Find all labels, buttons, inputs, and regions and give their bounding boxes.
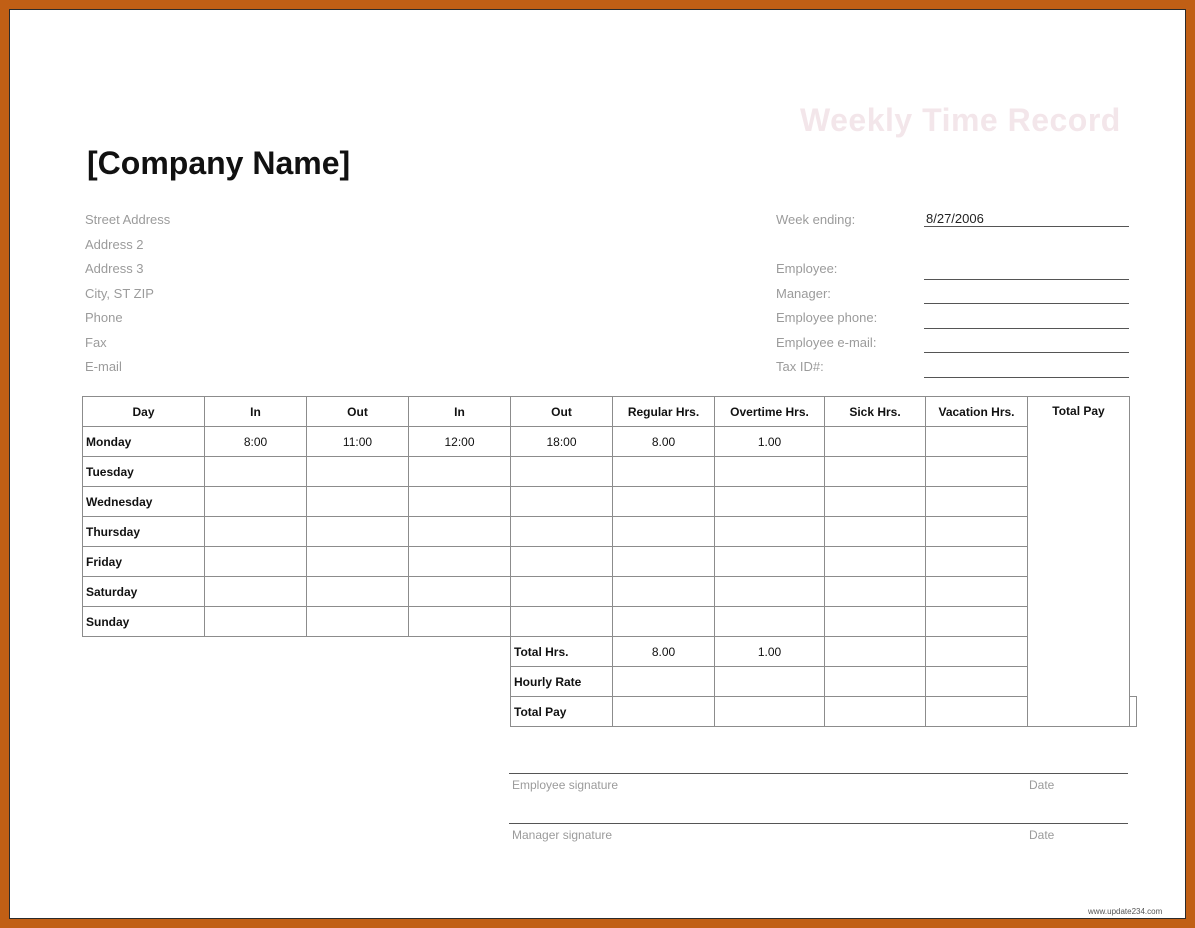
company-phone: Phone: [85, 310, 123, 325]
street-address: Street Address: [85, 212, 171, 227]
col-header-out-1: Out: [307, 397, 409, 427]
in-1-cell[interactable]: [205, 487, 307, 517]
out-2-cell[interactable]: [511, 517, 613, 547]
employee-signature-line[interactable]: [509, 773, 1128, 774]
vacation-hrs-cell[interactable]: [926, 577, 1028, 607]
total-vacation-hrs: [926, 637, 1028, 667]
regular-hrs-cell[interactable]: 8.00: [613, 427, 715, 457]
sick-hrs-cell[interactable]: [825, 547, 926, 577]
hourly-rate-row: [83, 667, 1137, 697]
week-ending-label: Week ending:: [776, 212, 856, 227]
table-row: [83, 607, 1137, 637]
manager-signature-label: Manager signature: [512, 828, 613, 842]
in-1-cell[interactable]: [205, 607, 307, 637]
pay-sick: [825, 697, 926, 727]
table-row: [83, 487, 1137, 517]
document-title: Weekly Time Record: [800, 102, 1121, 138]
in-2-cell[interactable]: [409, 487, 511, 517]
sick-hrs-cell[interactable]: [825, 487, 926, 517]
regular-hrs-cell[interactable]: [613, 577, 715, 607]
day-label: Monday: [83, 427, 205, 457]
out-1-cell[interactable]: 11:00: [307, 427, 409, 457]
employee-field[interactable]: [924, 265, 1129, 280]
out-2-cell[interactable]: [511, 577, 613, 607]
company-name: [Company Name]: [87, 145, 351, 181]
day-label: Wednesday: [83, 487, 205, 517]
in-1-cell[interactable]: [205, 457, 307, 487]
in-2-cell[interactable]: [409, 517, 511, 547]
pay-overtime: [715, 697, 825, 727]
employee-email-field[interactable]: [924, 338, 1129, 353]
address-3: Address 3: [85, 261, 144, 276]
sick-hrs-cell[interactable]: [825, 457, 926, 487]
company-fax: Fax: [85, 335, 107, 350]
sick-hrs-cell[interactable]: [825, 427, 926, 457]
day-label: Saturday: [83, 577, 205, 607]
overtime-hrs-cell[interactable]: [715, 607, 825, 637]
total-overtime-hrs: 1.00: [715, 637, 825, 667]
total-pay-label: Total Pay: [511, 697, 613, 727]
manager-label: Manager:: [776, 286, 831, 301]
pay-vacation: [926, 697, 1028, 727]
col-header-out-2: Out: [511, 397, 613, 427]
out-2-cell[interactable]: [511, 607, 613, 637]
out-1-cell[interactable]: [307, 607, 409, 637]
overtime-hrs-cell[interactable]: 1.00: [715, 427, 825, 457]
rate-vacation[interactable]: [926, 667, 1028, 697]
rate-sick[interactable]: [825, 667, 926, 697]
overtime-hrs-cell[interactable]: [715, 457, 825, 487]
rate-overtime[interactable]: [715, 667, 825, 697]
source-credit: www.update234.com: [1088, 907, 1163, 916]
col-header-sick-hrs: Sick Hrs.: [825, 397, 926, 427]
overtime-hrs-cell[interactable]: [715, 547, 825, 577]
out-2-cell[interactable]: [511, 457, 613, 487]
table-row: [83, 517, 1137, 547]
vacation-hrs-cell[interactable]: [926, 607, 1028, 637]
day-label: Friday: [83, 547, 205, 577]
total-hrs-label: Total Hrs.: [511, 637, 613, 667]
total-pay-row: [83, 697, 1137, 727]
day-label: Sunday: [83, 607, 205, 637]
pay-total: [1130, 697, 1137, 727]
blank-spacer: [83, 667, 511, 697]
table-row: [83, 547, 1137, 577]
regular-hrs-cell[interactable]: [613, 547, 715, 577]
vacation-hrs-cell[interactable]: [926, 427, 1028, 457]
employee-phone-field[interactable]: [924, 314, 1129, 329]
rate-regular[interactable]: [613, 667, 715, 697]
week-ending-field[interactable]: 8/27/2006: [924, 212, 1129, 227]
out-2-cell[interactable]: [511, 547, 613, 577]
total-hrs-row: [83, 637, 1137, 667]
col-header-day: Day: [83, 397, 205, 427]
hourly-rate-label: Hourly Rate: [511, 667, 613, 697]
col-header-in-1: In: [205, 397, 307, 427]
total-regular-hrs: 8.00: [613, 637, 715, 667]
regular-hrs-cell[interactable]: [613, 517, 715, 547]
regular-hrs-cell[interactable]: [613, 457, 715, 487]
in-2-cell[interactable]: [409, 607, 511, 637]
sick-hrs-cell[interactable]: [825, 577, 926, 607]
tax-id-field[interactable]: [924, 363, 1129, 378]
overtime-hrs-cell[interactable]: [715, 577, 825, 607]
col-header-overtime-hrs: Overtime Hrs.: [715, 397, 825, 427]
vacation-hrs-cell[interactable]: [926, 457, 1028, 487]
address-2: Address 2: [85, 237, 144, 252]
employee-signature-label: Employee signature: [512, 778, 619, 792]
blank-spacer: [83, 637, 511, 667]
day-label: Thursday: [83, 517, 205, 547]
in-2-cell[interactable]: [409, 577, 511, 607]
in-1-cell[interactable]: 8:00: [205, 427, 307, 457]
out-1-cell[interactable]: [307, 577, 409, 607]
employee-phone-label: Employee phone:: [776, 310, 878, 325]
in-1-cell[interactable]: [205, 517, 307, 547]
table-row: [83, 427, 1137, 457]
pay-regular: [613, 697, 715, 727]
overtime-hrs-cell[interactable]: [715, 517, 825, 547]
employee-email-label: Employee e-mail:: [776, 335, 877, 350]
in-1-cell[interactable]: [205, 577, 307, 607]
manager-date-label: Date: [1029, 828, 1055, 842]
out-2-cell[interactable]: 18:00: [511, 427, 613, 457]
in-2-cell[interactable]: [409, 547, 511, 577]
day-label: Tuesday: [83, 457, 205, 487]
vacation-hrs-cell[interactable]: [926, 487, 1028, 517]
city-state-zip: City, ST ZIP: [85, 286, 154, 301]
manager-signature-line[interactable]: [509, 823, 1128, 824]
table-row: [83, 457, 1137, 487]
blank-spacer: [83, 697, 511, 727]
out-2-cell[interactable]: [511, 487, 613, 517]
employee-date-label: Date: [1029, 778, 1055, 792]
in-2-cell[interactable]: 12:00: [409, 427, 511, 457]
col-header-vacation-hrs: Vacation Hrs.: [926, 397, 1028, 427]
sick-hrs-cell[interactable]: [825, 517, 926, 547]
company-email: E-mail: [85, 359, 122, 374]
header-row: [83, 397, 1137, 427]
col-header-regular-hrs: Regular Hrs.: [613, 397, 715, 427]
manager-field[interactable]: [924, 289, 1129, 304]
in-1-cell[interactable]: [205, 547, 307, 577]
time-record-table: [82, 396, 1137, 727]
vacation-hrs-cell[interactable]: [926, 517, 1028, 547]
col-header-in-2: In: [409, 397, 511, 427]
total-sick-hrs: [825, 637, 926, 667]
out-1-cell[interactable]: [307, 457, 409, 487]
overtime-hrs-cell[interactable]: [715, 487, 825, 517]
sick-hrs-cell[interactable]: [825, 607, 926, 637]
out-1-cell[interactable]: [307, 547, 409, 577]
regular-hrs-cell[interactable]: [613, 487, 715, 517]
tax-id-label: Tax ID#:: [776, 359, 824, 374]
employee-label: Employee:: [776, 261, 838, 276]
total-pay-column: Total Pay: [1028, 397, 1130, 727]
table-row: [83, 577, 1137, 607]
out-1-cell[interactable]: [307, 517, 409, 547]
regular-hrs-cell[interactable]: [613, 607, 715, 637]
vacation-hrs-cell[interactable]: [926, 547, 1028, 577]
out-1-cell[interactable]: [307, 487, 409, 517]
in-2-cell[interactable]: [409, 457, 511, 487]
